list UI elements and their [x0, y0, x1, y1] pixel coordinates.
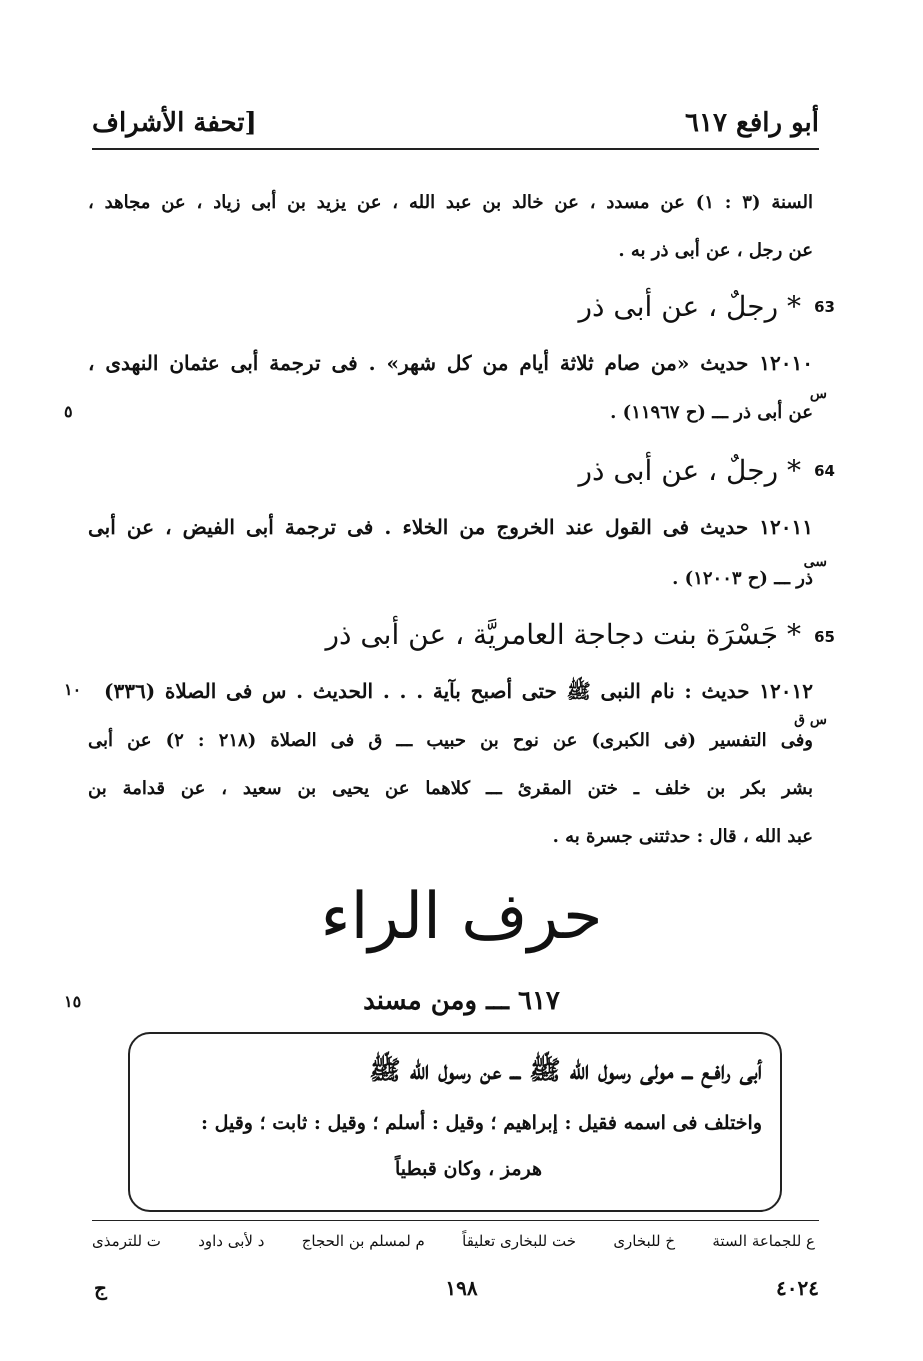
signature-mark: ج — [94, 1276, 107, 1300]
hadith-line: ١٢٠١١ حديث فى القول عند الخروج من الخلاء . فى ترجمة أبى الفيض ، عن أبى — [88, 515, 813, 539]
narrator-name: أبى رافـع ـــ مولى رسول الله ﷺ ـــ عن رسول الله ﷺ — [369, 1056, 762, 1086]
hadith-line: ذر ـــ (ح ١٢٠٠٣) . — [672, 568, 813, 589]
entry-heading: * رجلٌ ، عن أبى ذر — [578, 454, 801, 487]
narrator-box — [128, 1032, 782, 1212]
legend-item: خ للبخارى — [613, 1232, 676, 1250]
legend-item: م لمسلم بن الحجاج — [301, 1232, 425, 1250]
hadith-line: ١٢٠١٠ حديث «من صام ثلاثة أيام من كل شهر» . فى ترجمة أبى عثمان النهدى ، — [88, 351, 813, 375]
legend-item: ت للترمذى — [92, 1232, 161, 1250]
entry-number: 64 — [814, 462, 835, 480]
section-title: حرف الراء — [320, 880, 603, 954]
legend-item: ع للجماعة الستة — [712, 1232, 815, 1250]
entry-heading: * جَسْرَة بنت دجاجة العامريَّة ، عن أبى ذر — [325, 618, 801, 651]
narrator-note: هرمز ، وكان قبطياً — [394, 1158, 542, 1180]
hadith-line: عن أبى ذر ـــ (ح ١١٩٦٧) . — [610, 402, 813, 423]
legend-item: د لأبى داود — [198, 1232, 265, 1250]
running-header-right: أبو رافع ٦١٧ — [685, 108, 819, 138]
entry-number: 65 — [814, 628, 835, 646]
hadith-line: بشر بكر بن خلف ـ ختن المقرئ ـــ كلاهما عن يحيى بن سعيد ، عن قدامة بن — [88, 778, 813, 799]
siglum: س ق — [794, 712, 827, 728]
margin-line-number: ١٥ — [64, 992, 82, 1011]
narrator-note: واختلف فى اسمه فقيل : إبراهيم ؛ وقيل : أسلم ؛ وقيل : ثابت ؛ وقيل : — [200, 1112, 762, 1134]
entry-number: 63 — [814, 298, 835, 316]
hadith-line: ١٢٠١٢ حديث : نام النبى ﷺ حتى أصبح بآية . . . الحديث . س فى الصلاة (٣٣٦) — [104, 679, 813, 703]
paragraph-line: عن رجل ، عن أبى ذر به . — [618, 240, 813, 261]
siglum: س — [809, 386, 827, 402]
hadith-line: عبد الله ، قال : حدثتنى جسرة به . — [552, 826, 813, 847]
entry-heading: * رجلٌ ، عن أبى ذر — [578, 290, 801, 323]
margin-line-number: ٥ — [64, 402, 73, 421]
musnad-heading: ٦١٧ ـــ ومن مسند — [363, 986, 560, 1016]
abbreviation-legend — [92, 1232, 815, 1250]
volume-page-number: ٤٠٢٤ — [776, 1276, 819, 1300]
margin-line-number: ١٠ — [64, 680, 82, 699]
siglum: سى — [803, 554, 827, 570]
header-rule — [92, 148, 819, 150]
hadith-line: وفى التفسير (فى الكبرى) عن نوح بن حبيب ـــ ق فى الصلاة (٢١٨ : ٢) عن أبى — [88, 730, 813, 751]
legend-item: خت للبخارى تعليقاً — [462, 1232, 577, 1250]
page-number: ١٩٨ — [445, 1276, 478, 1300]
running-header-left: [تحفة الأشراف — [92, 108, 257, 138]
paragraph-line: السنة (٣ : ١) عن مسدد ، عن خالد بن عبد الله ، عن يزيد بن أبى زياد ، عن مجاهد ، — [88, 192, 813, 213]
footer-rule — [92, 1220, 819, 1221]
